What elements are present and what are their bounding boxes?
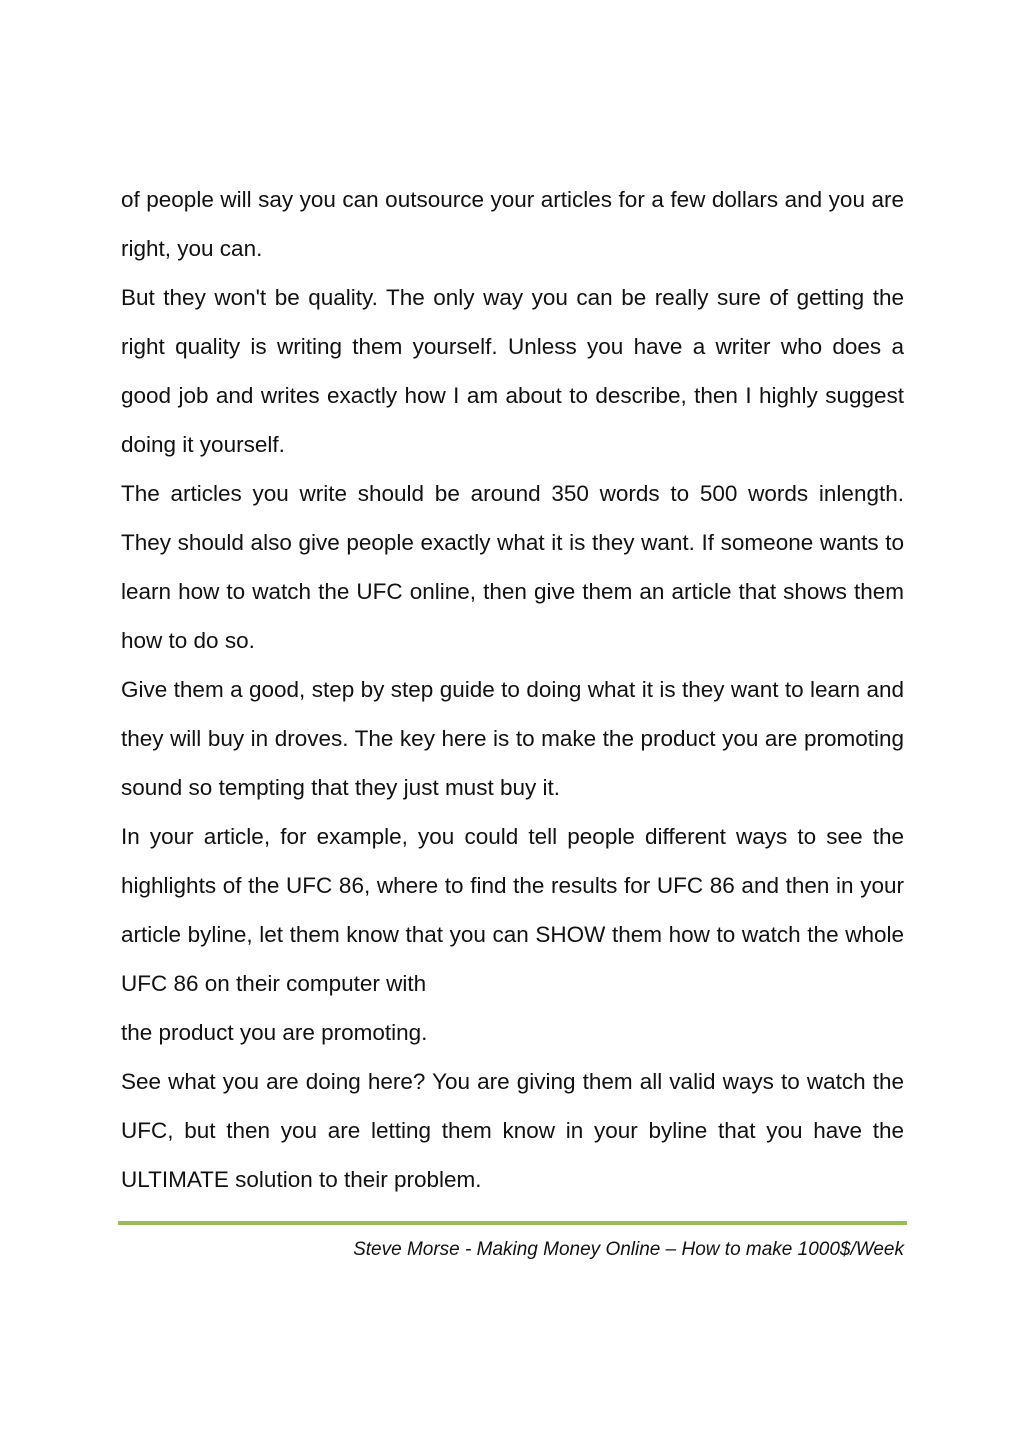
paragraph-2: But they won't be quality. The only way you can be really sure of getting the right quality is writing them yourself. Unless you have a writer who does a good job and writes exactly how I am about to describe, then I highly suggest doing it yourself.	[121, 285, 904, 457]
paragraph-1: of people will say you can outsource your articles for a few dollars and you are right, you can.	[121, 187, 904, 261]
paragraph-3: The articles you write should be around 350 words to 500 words inlength. They should also give people exactly what it is they want. If someone wants to learn how to watch the UFC online, then give them an article that shows them how to do so.	[121, 481, 904, 653]
footer-divider	[118, 1221, 907, 1225]
footer-text: Steve Morse - Making Money Online – How to make 1000$/Week	[353, 1239, 904, 1260]
paragraph-4: Give them a good, step by step guide to doing what it is they want to learn and they will buy in droves. The key here is to make the product you are promoting sound so tempting that they just must buy it.	[121, 677, 904, 800]
paragraph-7: See what you are doing here? You are giving them all valid ways to watch the UFC, but then you are letting them know in your byline that you have the ULTIMATE solution to their problem.	[121, 1069, 904, 1192]
body-text	[121, 175, 904, 1204]
paragraph-6: the product you are promoting.	[121, 1020, 428, 1045]
paragraph-5: In your article, for example, you could tell people different ways to see the highlights of the UFC 86, where to find the results for UFC 86 and then in your article byline, let them know that you can SHOW them how to watch the whole UFC 86 on their computer with	[121, 824, 904, 996]
